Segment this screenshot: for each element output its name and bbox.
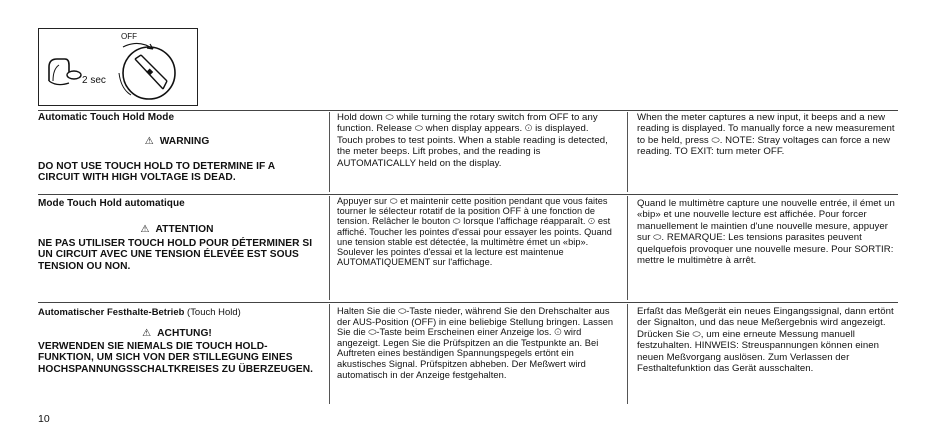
off-label: OFF <box>121 32 137 41</box>
english-notes: When the meter captures a new input, it beeps and a new reading is displayed. To manually force a new measurement to be held, press ⬭. NOTE: Stray voltages can force a new reading. TO EXIT: turn meter OFF. <box>637 112 895 158</box>
english-warning-column <box>38 112 316 184</box>
touch-hold-illustration <box>38 28 198 106</box>
column-divider-2b <box>627 196 628 300</box>
rule-top <box>38 110 898 111</box>
hold-duration-label: 2 sec <box>82 75 106 86</box>
danger-text: NE PAS UTILISER TOUCH HOLD POUR DÉTERMINER SI UN CIRCUIT AVEC UNE TENSION ÉLEVÉE EST SOUS TENSION OU NON. <box>38 237 313 272</box>
column-divider-1 <box>329 112 330 192</box>
warning-triangle-icon: ⚠ <box>142 328 152 340</box>
button-and-rotary-switch-icon <box>39 29 199 107</box>
section-title: Mode Touch Hold automatique <box>38 198 185 209</box>
warning-triangle-icon: ⚠ <box>144 136 154 148</box>
page-number: 10 <box>38 413 50 425</box>
french-warning-column <box>38 198 316 273</box>
column-divider-1c <box>329 304 330 404</box>
french-instructions: Appuyer sur ⬭ et maintenir cette position pendant que vous faites tourner le sélecteur rotatif de la position OFF à une fonction de tension. Relâcher le bouton ⬭ lorsque l'affichage réapparaît. ⊙ est affiché. Toucher les pointes d'essai pour essayer les points. Quand une tension stable est détectée, la multimètre émet un «bip». Soulever les pointes d'essai et la lecture est maintenue AUTOMATIQUEMENT sur l'affichage. <box>337 196 612 268</box>
german-notes: Erfaßt das Meßgerät ein neues Eingangssignal, dann ertönt der Signalton, und das neue Meßergebnis wird angezeigt. Drücken Sie ⬭, um eine erneute Messung manuell festzuhalten. HINWEIS: Streuspannungen können einen neuen Meßvorgang auslösen. Zum Verlassen der Festhaltefunktion das Gerät ausschalten. <box>637 306 894 375</box>
rule-english-french <box>38 194 898 195</box>
english-instructions: Hold down ⬭ while turning the rotary switch from OFF to any function. Release ⬭ when display appears. ⊙ is displayed. Touch probes to test points. When a stable reading is detected, the meter beeps. Lift probes, and the reading is AUTOMATICALLY held on the display. <box>337 112 608 169</box>
column-divider-1b <box>329 196 330 300</box>
german-instructions: Halten Sie die ⬭-Taste nieder, während Sie den Drehschalter aus der AUS-Position (OFF) in eine beliebige Stellung bringen. Lassen Sie die ⬭-Taste beim Erscheinen einer Anzeige los. ⊙ wird angezeigt. Legen Sie die Prüfspitzen an die Testpunkte an. Bei Auftreten eines beständigen Spannungspegels ertönt ein akustisches Signal. Prüfspitzen abheben. Der Meßwert wird automatisch in der Anzeige festgehalten. <box>337 306 614 380</box>
french-notes: Quand le multimètre capture une nouvelle entrée, il émet un «bip» et une nouvelle lecture est affichée. Pour forcer manuellement le maintien d'une nouvelle mesure, appuyer sur ⬭. REMARQUE: Les tensions parasites peuvent quelquefois provoquer une nouvelle mesure. Pour SORTIR: mettre le multimètre à arrêt. <box>637 198 895 267</box>
german-warning-column <box>38 306 316 376</box>
rule-french-german <box>38 302 898 303</box>
danger-text: VERWENDEN SIE NIEMALS DIE TOUCH HOLD-FUNKTION, UM SICH VON DER STILLEGUNG EINES HOCHSPANNUNGSSCHALTKREISES ZU ÜBERZEUGEN. <box>38 340 314 375</box>
warning-triangle-icon: ⚠ <box>140 224 150 236</box>
warning-heading: ⚠ ACHTUNG! <box>142 328 212 340</box>
section-title: Automatic Touch Hold Mode <box>38 112 175 123</box>
warning-heading: ⚠ ATTENTION <box>140 224 214 236</box>
column-divider-2c <box>627 304 628 404</box>
column-divider-2 <box>627 112 628 192</box>
section-title: Automatischer Festhalte-Betrieb (Touch Hold) <box>38 306 241 317</box>
danger-text: DO NOT USE TOUCH HOLD TO DETERMINE IF A CIRCUIT WITH HIGH VOLTAGE IS DEAD. <box>38 160 275 184</box>
warning-heading: ⚠ WARNING <box>144 136 210 148</box>
